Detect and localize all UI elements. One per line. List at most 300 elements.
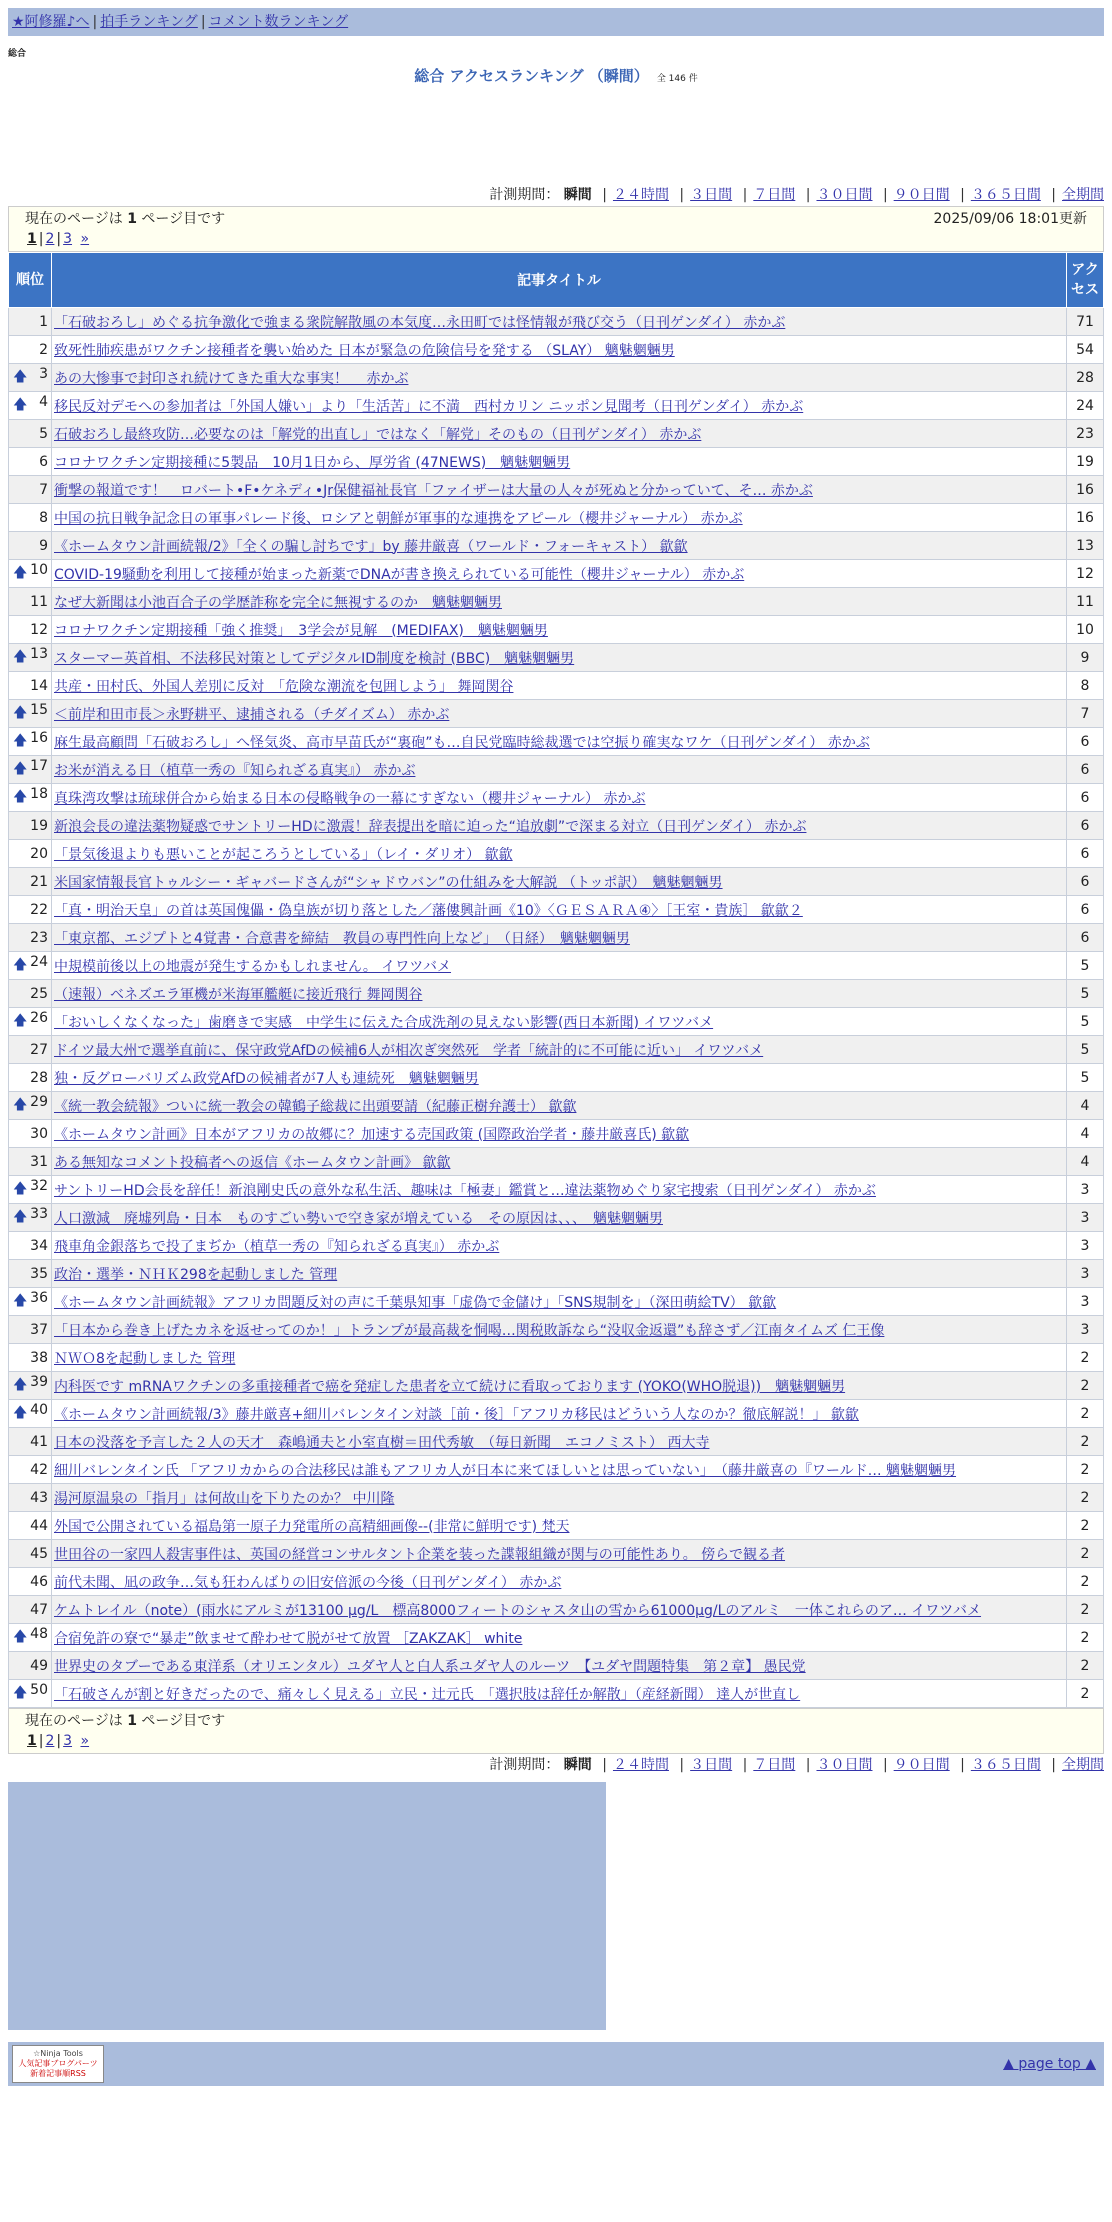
rank-number: 8 <box>39 509 48 526</box>
article-link[interactable]: 世田谷の一家四人殺害事件は、英国の経営コンサルタント企業を装った諜報組織が関与の可能性あり。 傍らで観る者 <box>54 1546 786 1563</box>
article-link[interactable]: 「真・明治天皇」の首は英国傀儡・偽皇族が切り落とした／藩僂興計画《10》〈ＧＥＳＡＲＡ④〉［王室・貴族］ 歙歙２ <box>54 902 803 919</box>
rank-number: 7 <box>39 481 48 498</box>
table-row <box>9 1260 1104 1288</box>
rank-number: 4 <box>39 393 48 410</box>
article-link[interactable]: 細川バレンタイン氏 「アフリカからの合法移民は誰もアフリカ人が日本に来てほしいとは思っていない」 （藤井厳喜の『ワールド… 魑魅魍魎男 <box>54 1462 957 1479</box>
table-row <box>9 420 1104 448</box>
rank-cell <box>9 728 52 756</box>
title-cell <box>52 1288 1067 1316</box>
article-link[interactable]: 新浪会長の違法薬物疑惑でサントリーHDに激震！辞表提出を暗に迫った“追放劇”で深まる対立（日刊ゲンダイ） 赤かぶ <box>54 818 807 835</box>
nav-separator: | <box>200 14 206 30</box>
rank-cell <box>9 1400 52 1428</box>
current-page-text: 現在のページは 1 ページ目です <box>25 211 226 227</box>
rank-up-arrow-icon: 🡅 <box>13 1012 28 1029</box>
period-30d[interactable]: ３０日間 <box>816 187 873 203</box>
rank-number: 20 <box>30 845 48 862</box>
rank-cell <box>9 1316 52 1344</box>
period-365d[interactable]: ３６５日間 <box>970 187 1041 203</box>
rank-up-arrow-icon: 🡅 <box>13 1180 28 1197</box>
rank-number: 3 <box>39 365 48 382</box>
article-link[interactable]: 飛車角金銀落ちで投了まぢか（植草一秀の『知られざる真実』） 赤かぶ <box>54 1238 500 1255</box>
rank-up-arrow-icon: 🡅 <box>13 788 28 805</box>
table-row <box>9 840 1104 868</box>
rank-number: 41 <box>30 1433 48 1450</box>
page-link-1[interactable]: 1 <box>27 231 37 247</box>
rank-cell <box>9 840 52 868</box>
rank-number: 21 <box>30 873 48 890</box>
period-90d[interactable]: ９０日間 <box>893 1757 950 1773</box>
access-count: 2 <box>1067 1344 1104 1372</box>
table-row <box>9 1344 1104 1372</box>
table-row <box>9 672 1104 700</box>
article-link[interactable]: 外国で公開されている福島第一原子力発電所の高精細画像--(非常に鮮明です) 梵天 <box>54 1518 570 1535</box>
table-row <box>9 1540 1104 1568</box>
period-3d[interactable]: ３日間 <box>690 1757 733 1773</box>
rank-cell <box>9 1260 52 1288</box>
page-link-1[interactable]: 1 <box>27 1733 37 1749</box>
article-link[interactable]: お米が消える日（植草一秀の『知られざる真実』） 赤かぶ <box>54 762 416 779</box>
article-link[interactable]: コロナワクチン定期接種「強く推奨」 3学会が見解 (MEDIFAX) 魑魅魍魎男 <box>54 622 548 639</box>
article-link[interactable]: 独・反グローバリズム政党AfDの候補者が7人も連続死 魑魅魍魎男 <box>54 1070 479 1087</box>
rank-number: 29 <box>30 1093 48 1110</box>
total-count: 全 146 件 <box>656 74 698 84</box>
page-top-link[interactable]: ▲ page top ▲ <box>1003 2056 1096 2072</box>
article-link[interactable]: 世界史のタブーである東洋系（オリエンタル）ユダヤ人と白人系ユダヤ人のルーツ 【ユダヤ問題特集 第２章】 愚民党 <box>54 1658 806 1675</box>
title-cell <box>52 336 1067 364</box>
title-cell <box>52 1568 1067 1596</box>
rank-cell <box>9 1064 52 1092</box>
period-24h[interactable]: ２４時間 <box>612 187 669 203</box>
access-count: 2 <box>1067 1652 1104 1680</box>
article-link[interactable]: 麻生最高顧問「石破おろし」へ怪気炎、高市早苗氏が“裏砲”も…自民党臨時総裁選では空振り確実なワケ（日刊ゲンダイ） 赤かぶ <box>54 734 870 751</box>
period-label: 計測期間： <box>489 187 560 203</box>
period-3d[interactable]: ３日間 <box>690 187 733 203</box>
table-row <box>9 728 1104 756</box>
title-cell <box>52 1036 1067 1064</box>
title-cell <box>52 952 1067 980</box>
rank-number: 1 <box>39 313 48 330</box>
rank-number: 32 <box>30 1177 48 1194</box>
article-link[interactable]: あの大惨事で封印され続けてきた重大な事実！ 赤かぶ <box>54 370 409 387</box>
article-link[interactable]: 《ホームタウン計画続報/2》「全くの騙し討ちです」by 藤井厳喜（ワールド・フォーキャスト） 歙歙 <box>54 538 688 555</box>
access-count: 2 <box>1067 1624 1104 1652</box>
rank-cell <box>9 1512 52 1540</box>
table-row <box>9 1372 1104 1400</box>
period-current: 瞬間 <box>563 1757 592 1773</box>
article-link[interactable]: 致死性肺疾患がワクチン接種者を襲い始めた 日本が緊急の危険信号を発する （SLAY） 魑魅魍魎男 <box>54 342 675 359</box>
rank-cell <box>9 1036 52 1064</box>
title-cell <box>52 364 1067 392</box>
rank-number: 16 <box>30 729 48 746</box>
ninja-tools-logo[interactable] <box>12 2045 104 2083</box>
rank-number: 30 <box>30 1125 48 1142</box>
title-cell <box>52 672 1067 700</box>
rank-cell <box>9 1008 52 1036</box>
rank-number: 50 <box>30 1681 48 1698</box>
article-link[interactable]: 「石破おろし」めぐる抗争激化で強まる衆院解散風の本気度…永田町では怪情報が飛び交う（日刊ゲンダイ） 赤かぶ <box>54 314 786 331</box>
rank-number: 49 <box>30 1657 48 1674</box>
nav-link-asyura[interactable]: ★阿修羅♪へ <box>12 14 90 30</box>
article-link[interactable]: 合宿免許の寮で“暴走”飲ませて酔わせて脱がせて放置 ［ZAKZAK］ white <box>54 1630 523 1647</box>
article-link[interactable]: 中規模前後以上の地震が発生するかもしれません。 イワツバメ <box>54 958 452 975</box>
article-link[interactable]: （速報）ベネズエラ軍機が米海軍艦艇に接近飛行 舞岡関谷 <box>54 986 423 1003</box>
rank-cell <box>9 560 52 588</box>
article-link[interactable]: 湯河原温泉の「指月」は何故山を下りたのか？ 中川隆 <box>54 1490 395 1507</box>
access-count: 5 <box>1067 1036 1104 1064</box>
title-cell <box>52 644 1067 672</box>
rank-up-arrow-icon: 🡅 <box>13 760 28 777</box>
article-link[interactable]: 共産・田村氏、外国人差別に反対 「危険な潮流を包囲しよう」 舞岡関谷 <box>54 678 514 695</box>
table-row <box>9 1064 1104 1092</box>
title-cell <box>52 448 1067 476</box>
rank-cell <box>9 1680 52 1708</box>
rank-cell <box>9 1204 52 1232</box>
rank-up-arrow-icon: 🡅 <box>13 1096 28 1113</box>
article-link[interactable]: 内科医です mRNAワクチンの多重接種者で癌を発症した患者を立て続けに看取っております (YOKO(WHO脱退)) 魑魅魍魎男 <box>54 1378 846 1395</box>
access-count: 6 <box>1067 840 1104 868</box>
access-count: 54 <box>1067 336 1104 364</box>
rank-number: 45 <box>30 1545 48 1562</box>
logo-line: 新着記事順RSS <box>30 2069 86 2078</box>
title-cell <box>52 392 1067 420</box>
rank-number: 39 <box>30 1373 48 1390</box>
access-count: 6 <box>1067 756 1104 784</box>
current-page-text: 現在のページは 1 ページ目です <box>25 1713 226 1729</box>
rank-number: 28 <box>30 1069 48 1086</box>
page-link-2[interactable]: 2 <box>45 231 55 247</box>
title-cell <box>52 1540 1067 1568</box>
rank-cell <box>9 756 52 784</box>
rank-number: 6 <box>39 453 48 470</box>
next-page-link[interactable]: » <box>80 1733 90 1749</box>
table-row <box>9 1680 1104 1708</box>
logo-line: ☆Ninja Tools <box>33 2049 83 2058</box>
rank-cell <box>9 784 52 812</box>
rank-up-arrow-icon: 🡅 <box>13 1292 28 1309</box>
title-cell <box>52 1008 1067 1036</box>
access-count: 6 <box>1067 728 1104 756</box>
access-count: 5 <box>1067 1008 1104 1036</box>
rank-up-arrow-icon: 🡅 <box>13 396 28 413</box>
table-row <box>9 336 1104 364</box>
rank-cell <box>9 1120 52 1148</box>
rank-cell <box>9 896 52 924</box>
period-label: 計測期間： <box>489 1757 560 1773</box>
access-count: 6 <box>1067 812 1104 840</box>
title-cell <box>52 700 1067 728</box>
table-row <box>9 392 1104 420</box>
rank-up-arrow-icon: 🡅 <box>13 1208 28 1225</box>
page-link-2[interactable]: 2 <box>45 1733 55 1749</box>
article-link[interactable]: 「日本から巻き上げたカネを返せってのか！」トランプが最高裁を恫喝…関税敗訴なら“没収金返還”も辞さず／江南タイムズ 仁王像 <box>54 1322 885 1339</box>
category-label: 総合 <box>8 49 27 59</box>
rank-cell <box>9 1652 52 1680</box>
table-row <box>9 784 1104 812</box>
title-cell <box>52 560 1067 588</box>
title-cell <box>52 1512 1067 1540</box>
rank-cell <box>9 1456 52 1484</box>
access-count: 3 <box>1067 1288 1104 1316</box>
col-title-header: 記事タイトル <box>52 253 1067 308</box>
article-link[interactable]: 《ホームタウン計画続報》アフリカ問題反対の声に千葉県知事「虚偽で金儲け」「SNS規制を」（深田萌絵TV） 歙歙 <box>54 1294 777 1311</box>
article-link[interactable]: 真珠湾攻撃は琉球併合から始まる日本の侵略戦争の一幕にすぎない（櫻井ジャーナル） 赤かぶ <box>54 790 646 807</box>
table-row <box>9 812 1104 840</box>
access-count: 3 <box>1067 1260 1104 1288</box>
rank-up-arrow-icon: 🡅 <box>13 368 28 385</box>
article-link[interactable]: なぜ大新聞は小池百合子の学歴詐称を完全に無視するのか 魑魅魍魎男 <box>54 594 502 611</box>
rank-cell <box>9 420 52 448</box>
title-cell <box>52 1204 1067 1232</box>
access-count: 2 <box>1067 1568 1104 1596</box>
period-7d[interactable]: ７日間 <box>753 187 796 203</box>
table-row <box>9 868 1104 896</box>
rank-number: 43 <box>30 1489 48 1506</box>
ad-placeholder <box>8 1782 606 2030</box>
table-row <box>9 896 1104 924</box>
rank-number: 46 <box>30 1573 48 1590</box>
access-count: 16 <box>1067 476 1104 504</box>
table-row <box>9 1176 1104 1204</box>
period-7d[interactable]: ７日間 <box>753 1757 796 1773</box>
access-count: 3 <box>1067 1316 1104 1344</box>
title-cell <box>52 840 1067 868</box>
rank-number: 25 <box>30 985 48 1002</box>
article-link[interactable]: 日本の没落を予言した２人の天才 森嶋通夫と小室直樹＝田代秀敏 （毎日新聞 エコノミスト） 西大寺 <box>54 1434 710 1451</box>
article-link[interactable]: 《ホームタウン計画続報/3》藤井厳喜+細川バレンタイン対談［前・後］「アフリカ移民はどういう人なのか？徹底解説！」 歙歙 <box>54 1406 859 1423</box>
rank-cell <box>9 1344 52 1372</box>
access-count: 2 <box>1067 1456 1104 1484</box>
table-row <box>9 1008 1104 1036</box>
title-cell <box>52 1148 1067 1176</box>
rank-cell <box>9 1428 52 1456</box>
top-nav <box>8 8 1104 36</box>
article-link[interactable]: ＮＷＯ8を起動しました 管理 <box>54 1350 236 1367</box>
table-row <box>9 476 1104 504</box>
access-count: 2 <box>1067 1512 1104 1540</box>
rank-cell <box>9 504 52 532</box>
rank-cell <box>9 1596 52 1624</box>
article-link[interactable]: 「東京都、エジプトと4覚書・合意書を締結 教員の専門性向上など」 （日経） 魑魅魍魎男 <box>54 930 630 947</box>
access-count: 3 <box>1067 1204 1104 1232</box>
title-cell <box>52 728 1067 756</box>
table-row <box>9 1148 1104 1176</box>
title-cell <box>52 1176 1067 1204</box>
rank-cell <box>9 1232 52 1260</box>
nav-link-comment-ranking[interactable]: コメント数ランキング <box>208 14 349 30</box>
access-count: 2 <box>1067 1540 1104 1568</box>
title-cell <box>52 1484 1067 1512</box>
access-count: 2 <box>1067 1596 1104 1624</box>
rank-cell <box>9 1092 52 1120</box>
access-count: 4 <box>1067 1148 1104 1176</box>
article-link[interactable]: 「石破さんが割と好きだったので、痛々しく見える」立民・辻元氏 「選択肢は辞任か解散」（産経新聞） 達人が世直し <box>54 1686 801 1703</box>
rank-up-arrow-icon: 🡅 <box>13 648 28 665</box>
access-count: 7 <box>1067 700 1104 728</box>
table-row <box>9 532 1104 560</box>
article-link[interactable]: 移民反対デモへの参加者は「外国人嫌い」より「生活苦」に不満 西村カリン ニッポン見聞考（日刊ゲンダイ） 赤かぶ <box>54 398 804 415</box>
access-count: 6 <box>1067 784 1104 812</box>
period-current: 瞬間 <box>563 187 592 203</box>
table-row <box>9 364 1104 392</box>
rank-number: 33 <box>30 1205 48 1222</box>
title-cell <box>52 868 1067 896</box>
page <box>8 8 1104 2086</box>
rank-number: 26 <box>30 1009 48 1026</box>
page-link-3[interactable]: 3 <box>63 1733 73 1749</box>
table-row <box>9 588 1104 616</box>
title-cell <box>52 420 1067 448</box>
col-access-header: アクセス <box>1067 253 1104 308</box>
access-count: 24 <box>1067 392 1104 420</box>
access-count: 2 <box>1067 1372 1104 1400</box>
access-count: 23 <box>1067 420 1104 448</box>
title-cell <box>52 1064 1067 1092</box>
rank-cell <box>9 476 52 504</box>
period-all[interactable]: 全期間 <box>1062 1757 1104 1773</box>
article-link[interactable]: 「おいしくなくなった」歯磨きで実感 中学生に伝えた合成洗剤の見えない影響(西日本新聞) イワツバメ <box>54 1014 714 1031</box>
access-count: 71 <box>1067 308 1104 336</box>
rank-number: 17 <box>30 757 48 774</box>
article-link[interactable]: 米国家情報長官トゥルシー・ギャバードさんが“シャドウバン”の仕組みを大解説 （トッポ訳） 魑魅魍魎男 <box>54 874 723 891</box>
rank-up-arrow-icon: 🡅 <box>13 1628 28 1645</box>
table-row <box>9 1596 1104 1624</box>
access-count: 3 <box>1067 1232 1104 1260</box>
table-row <box>9 952 1104 980</box>
footer <box>8 2042 1104 2086</box>
ranking-table <box>8 252 1104 1708</box>
rank-cell <box>9 616 52 644</box>
rank-number: 15 <box>30 701 48 718</box>
article-link[interactable]: 中国の抗日戦争記念日の軍事パレード後、ロシアと朝鮮が軍事的な連携をアピール（櫻井ジャーナル） 赤かぶ <box>54 510 743 527</box>
next-page-link[interactable]: » <box>80 231 90 247</box>
rank-number: 36 <box>30 1289 48 1306</box>
period-all[interactable]: 全期間 <box>1062 187 1104 203</box>
article-link[interactable]: 《統一教会続報》ついに統一教会の韓鶴子総裁に出頭要請（紀藤正樹弁護士） 歙歙 <box>54 1098 577 1115</box>
table-row <box>9 616 1104 644</box>
period-30d[interactable]: ３０日間 <box>816 1757 873 1773</box>
access-count: 10 <box>1067 616 1104 644</box>
spacer <box>8 86 1104 184</box>
access-count: 11 <box>1067 588 1104 616</box>
title-cell <box>52 1120 1067 1148</box>
table-row <box>9 1652 1104 1680</box>
rank-cell <box>9 1288 52 1316</box>
table-row <box>9 308 1104 336</box>
access-count: 2 <box>1067 1400 1104 1428</box>
rank-number: 34 <box>30 1237 48 1254</box>
rank-number: 23 <box>30 929 48 946</box>
access-count: 9 <box>1067 644 1104 672</box>
rank-number: 2 <box>39 341 48 358</box>
nav-link-clap-ranking[interactable]: 拍手ランキング <box>100 14 198 30</box>
table-row <box>9 924 1104 952</box>
title-cell <box>52 1624 1067 1652</box>
article-link[interactable]: スターマー英首相、不法移民対策としてデジタルID制度を検討 (BBC) 魑魅魍魎男 <box>54 650 575 667</box>
title-cell <box>52 1372 1067 1400</box>
article-link[interactable]: ＜前岸和田市長＞永野耕平、逮捕される（チダイズム） 赤かぶ <box>54 706 450 723</box>
title-cell <box>52 980 1067 1008</box>
article-link[interactable]: ケムトレイル（note）(雨水にアルミが13100 μg/L 標高8000フィートのシャスタ山の雪から61000μg/Lのアルミ 一体これらのア… イワツバメ <box>54 1602 982 1619</box>
access-count: 2 <box>1067 1680 1104 1708</box>
access-count: 28 <box>1067 364 1104 392</box>
rank-number: 37 <box>30 1321 48 1338</box>
rank-cell <box>9 672 52 700</box>
rank-number: 40 <box>30 1401 48 1418</box>
article-link[interactable]: 政治・選挙・ＮＨＫ298を起動しました 管理 <box>54 1266 338 1283</box>
table-row <box>9 1036 1104 1064</box>
rank-cell <box>9 308 52 336</box>
article-link[interactable]: COVID-19騒動を利用して接種が始まった新薬でDNAが書き換えられている可能性（櫻井ジャーナル） 赤かぶ <box>54 566 745 583</box>
rank-cell <box>9 924 52 952</box>
table-row <box>9 756 1104 784</box>
period-90d[interactable]: ９０日間 <box>893 187 950 203</box>
rank-cell <box>9 532 52 560</box>
rank-cell <box>9 1372 52 1400</box>
period-selector-bottom: 計測期間： 瞬間 | ２４時間 | ３日間 | ７日間 | ３０日間 | ９０日間 | ３６５日間 | 全期間 <box>489 1757 1104 1773</box>
rank-number: 5 <box>39 425 48 442</box>
article-link[interactable]: 前代未聞、凪の政争…気も狂わんばりの旧安倍派の今後（日刊ゲンダイ） 赤かぶ <box>54 1574 562 1591</box>
title-cell <box>52 1456 1067 1484</box>
access-count: 2 <box>1067 1428 1104 1456</box>
col-rank-header: 順位 <box>9 253 52 308</box>
title-cell <box>52 896 1067 924</box>
rank-up-arrow-icon: 🡅 <box>13 704 28 721</box>
rank-cell <box>9 700 52 728</box>
article-link[interactable]: ドイツ最大州で選挙直前に、保守政党AfDの候補6人が相次ぎ突然死 学者「統計的に不可能に近い」 イワツバメ <box>54 1042 764 1059</box>
table-row <box>9 1624 1104 1652</box>
access-count: 6 <box>1067 896 1104 924</box>
rank-cell <box>9 980 52 1008</box>
rank-number: 11 <box>30 593 48 610</box>
article-link[interactable]: 「景気後退よりも悪いことが起ころうとしている」（レイ・ダリオ） 歙歙 <box>54 846 513 863</box>
article-link[interactable]: サントリーHD会長を辞任！新浪剛史氏の意外な私生活、趣味は「極妻」鑑賞と…違法薬物めぐり家宅捜索（日刊ゲンダイ） 赤かぶ <box>54 1182 876 1199</box>
article-link[interactable]: 《ホームタウン計画》日本がアフリカの故郷に？加速する売国政策 (国際政治学者・藤井厳喜氏) 歙歙 <box>54 1126 690 1143</box>
article-link[interactable]: ある無知なコメント投稿者への返信《ホームタウン計画》 歙歙 <box>54 1154 451 1171</box>
rank-cell <box>9 1624 52 1652</box>
article-link[interactable]: 衝撃の報道です！ ロバート•F•ケネディ•Jr保健福祉長官「ファイザーは大量の人々が死ぬと分かっていて、そ… 赤かぶ <box>54 482 813 499</box>
period-24h[interactable]: ２４時間 <box>612 1757 669 1773</box>
access-count: 19 <box>1067 448 1104 476</box>
article-link[interactable]: 石破おろし最終攻防…必要なのは「解党的出直し」ではなく「解党」そのもの（日刊ゲンダイ） 赤かぶ <box>54 426 702 443</box>
title-cell <box>52 756 1067 784</box>
access-count: 3 <box>1067 1176 1104 1204</box>
rank-up-arrow-icon: 🡅 <box>13 1404 28 1421</box>
title-cell <box>52 784 1067 812</box>
access-count: 16 <box>1067 504 1104 532</box>
rank-up-arrow-icon: 🡅 <box>13 956 28 973</box>
rank-cell <box>9 336 52 364</box>
access-count: 13 <box>1067 532 1104 560</box>
period-365d[interactable]: ３６５日間 <box>970 1757 1041 1773</box>
table-row <box>9 560 1104 588</box>
page-link-3[interactable]: 3 <box>63 231 73 247</box>
access-count: 5 <box>1067 980 1104 1008</box>
rank-number: 12 <box>30 621 48 638</box>
article-link[interactable]: コロナワクチン定期接種に5製品 10月1日から、厚労省 (47NEWS) 魑魅魍魎男 <box>54 454 571 471</box>
page-info-top <box>8 206 1104 252</box>
access-count: 6 <box>1067 868 1104 896</box>
access-count: 6 <box>1067 924 1104 952</box>
rank-number: 35 <box>30 1265 48 1282</box>
rank-up-arrow-icon: 🡅 <box>13 1684 28 1701</box>
title-cell <box>52 924 1067 952</box>
table-row <box>9 504 1104 532</box>
table-row <box>9 980 1104 1008</box>
rank-number: 44 <box>30 1517 48 1534</box>
article-link[interactable]: 人口激減 廃墟列島・日本 ものすごい勢いで空き家が増えている その原因は、、、 魑魅魍魎男 <box>54 1210 663 1227</box>
rank-cell <box>9 952 52 980</box>
title-cell <box>52 1316 1067 1344</box>
